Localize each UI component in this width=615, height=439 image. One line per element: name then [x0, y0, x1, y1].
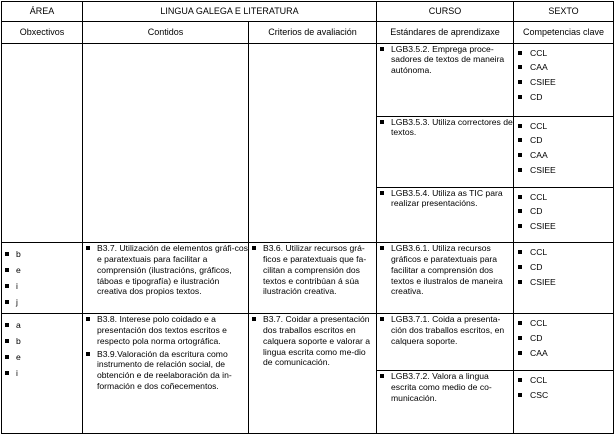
col-competences: Competencias clave [514, 22, 614, 43]
standard-cell [377, 371, 514, 434]
column-header-row [2, 22, 614, 43]
competence-item: CD [514, 135, 613, 146]
objectives-cell [2, 314, 83, 434]
objective-item: a [2, 320, 82, 331]
header-row [2, 2, 614, 22]
standard-item: LGB3.5.2. Emprega proce-sadores de textos de maneira autónoma. [377, 44, 513, 76]
competence-item: CCL [514, 318, 613, 329]
curriculum-table [1, 1, 614, 434]
competence-item: CCL [514, 192, 613, 203]
criterion-item: B3.7. Coidar a presentación dos traballos escritos en calquera soporte e valorar a lingua escrita como me-dio de comunicación. [249, 314, 376, 368]
objective-item: j [2, 297, 82, 308]
competence-item: CSIEE [514, 165, 613, 176]
objective-item: i [2, 368, 82, 379]
col-objectives: Obxectivos [2, 22, 83, 43]
course-label: CURSO [377, 2, 514, 22]
contents-cell [83, 43, 249, 243]
competences-cell [514, 243, 614, 314]
objective-item: i [2, 281, 82, 292]
competences-cell [514, 187, 614, 243]
competence-item: CD [514, 92, 613, 103]
content-item: B3.9.Valoración da escritura como instrumento de relación social, de obtención e de reelaboración da in-formación e dos coñecementos. [83, 349, 248, 392]
standard-cell [377, 43, 514, 116]
standard-item: LGB3.5.3. Utiliza correctores de textos. [377, 117, 513, 138]
competence-item: CAA [514, 62, 613, 73]
content-item: B3.7. Utilización de elementos gráfi-cos e paratextuais para facilitar a comprensión (ilustracións, gráficos, táboas e tipografía) e ilustración creativa dos propios textos. [83, 243, 248, 297]
competences-cell [514, 371, 614, 434]
competence-item: CCL [514, 247, 613, 258]
standard-item: LGB3.6.1. Utiliza recursos gráficos e paratextuais para facilitar a comprensión dos textos e ilustralos de maneira creativa. [377, 243, 513, 297]
competence-item: CD [514, 333, 613, 344]
objectives-cell [2, 43, 83, 243]
area-value: LINGUA GALEGA E LITERATURA [83, 2, 377, 22]
objective-item: e [2, 352, 82, 363]
competence-item: CAA [514, 150, 613, 161]
col-criteria: Criterios de avaliación [249, 22, 377, 43]
standard-cell [377, 116, 514, 187]
objective-item: b [2, 249, 82, 260]
objectives-cell [2, 243, 83, 314]
competences-cell [514, 314, 614, 371]
competence-item: CSIEE [514, 77, 613, 88]
competence-item: CSIEE [514, 221, 613, 232]
competences-cell [514, 43, 614, 116]
table-row [2, 314, 614, 371]
col-standards: Estándares de aprendizaxe [377, 22, 514, 43]
competence-item: CAA [514, 348, 613, 359]
area-label: ÁREA [2, 2, 83, 22]
col-contents: Contidos [83, 22, 249, 43]
objective-item: b [2, 336, 82, 347]
standard-cell [377, 187, 514, 243]
competence-item: CCL [514, 375, 613, 386]
competence-item: CD [514, 206, 613, 217]
standard-item: LGB3.7.1. Coida a presenta-ción dos traballos escritos, en calquera soporte. [377, 314, 513, 346]
criteria-cell [249, 243, 377, 314]
competence-item: CSC [514, 390, 613, 401]
content-item: B3.8. Interese polo coidado e a presentación dos textos escritos e respecto pola norma ortográfica. [83, 314, 248, 346]
table-row [2, 243, 614, 314]
course-value: SEXTO [514, 2, 614, 22]
competences-cell [514, 116, 614, 187]
criteria-cell [249, 314, 377, 434]
competence-item: CCL [514, 121, 613, 132]
contents-cell [83, 314, 249, 434]
criteria-cell [249, 43, 377, 243]
standard-item: LGB3.7.2. Valora a lingua escrita como medio de co-municación. [377, 371, 513, 403]
competence-item: CCL [514, 48, 613, 59]
table-row [2, 43, 614, 116]
standard-cell [377, 314, 514, 371]
criterion-item: B3.6. Utilizar recursos grá-ficos e paratextuais que fa-cilitan a comprensión dos textos e contribúan á súa ilustración creativa. [249, 243, 376, 297]
standard-cell [377, 243, 514, 314]
standard-item: LGB3.5.4. Utiliza as TIC para realizar presentacións. [377, 188, 513, 209]
contents-cell [83, 243, 249, 314]
competence-item: CD [514, 262, 613, 273]
objective-item: e [2, 265, 82, 276]
competence-item: CSIEE [514, 277, 613, 288]
